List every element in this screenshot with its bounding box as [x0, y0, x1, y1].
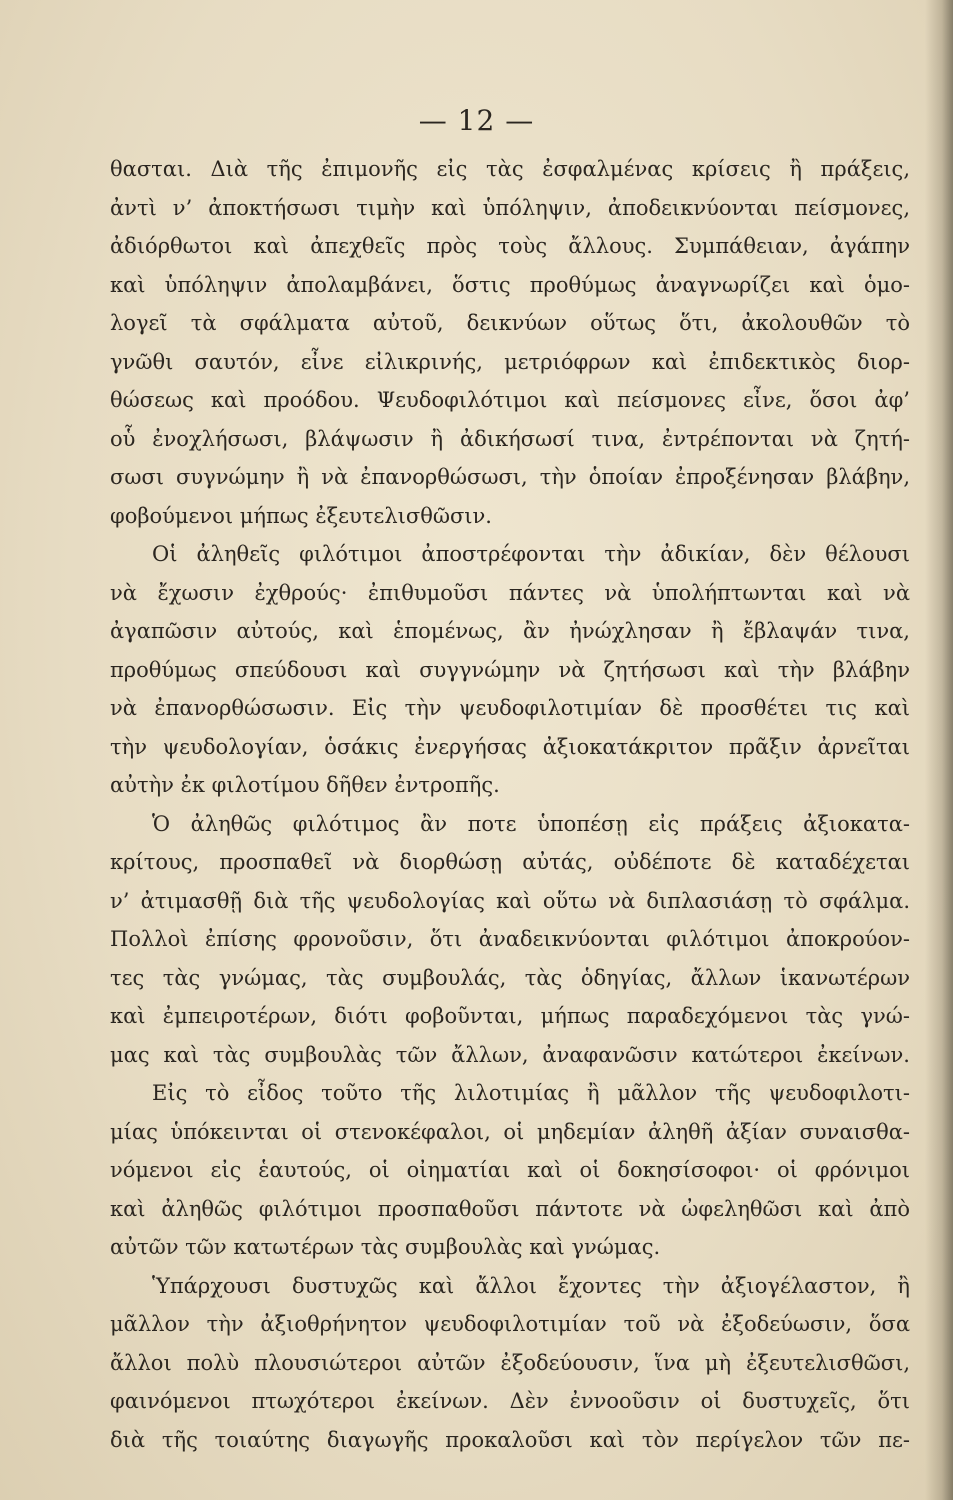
text-line: λογεῖ τὰ σφάλματα αὐτοῦ, δεικνύων οὕτως ὅτι, ἀκολουθῶν τὸ: [110, 311, 910, 335]
text-line: αὐτὴν ἐκ φιλοτίμου δῆθεν ἐντροπῆς.: [110, 773, 500, 797]
text-line: Εἰς τὸ εἶδος τοῦτο τῆς λιλοτιμίας ἢ μᾶλλον τῆς ψευδοφιλοτι-: [152, 1081, 910, 1105]
text-line: τες τὰς γνώμας, τὰς συμβουλάς, τὰς ὁδηγίας, ἄλλων ἱκανωτέρων: [110, 965, 910, 990]
text-line: προθύμως σπεύδουσι καὶ συγγνώμην νὰ ζητήσωσι καὶ τὴν βλάβην: [110, 657, 910, 682]
text-line: ἀγαπῶσιν αὐτούς, καὶ ἑπομένως, ἂν ἠνώχλησαν ἢ ἔβλαψάν τινα,: [110, 619, 910, 643]
text-line: μας καὶ τὰς συμβουλὰς τῶν ἄλλων, ἀναφανῶσιν κατώτεροι ἐκείνων.: [110, 1042, 910, 1067]
text-line: τὴν ψευδολογίαν, ὁσάκις ἐνεργήσας ἀξιοκατάκριτον πρᾶξιν ἀρνεῖται: [110, 734, 910, 759]
text-line: οὗ ἐνοχλήσωσι, βλάψωσιν ἢ ἀδικήσωσί τινα, ἐντρέπονται νὰ ζητή-: [110, 426, 910, 451]
text-line: καὶ ὑπόληψιν ἀπολαμβάνει, ὅστις προθύμως ἀναγνωρίζει καὶ ὁμο-: [110, 272, 910, 297]
text-line: ἀντὶ ν’ ἀποκτήσωσι τιμὴν καὶ ὑπόληψιν, ἀποδεικνύονται πείσμονες,: [110, 195, 910, 220]
text-line: αὐτῶν τῶν κατωτέρων τὰς συμβουλὰς καὶ γνώμας.: [110, 1235, 661, 1259]
text-line: μᾶλλον τὴν ἀξιοθρήνητον ψευδοφιλοτιμίαν τοῦ νὰ ἐξοδεύωσιν, ὅσα: [110, 1312, 910, 1336]
text-line: Οἱ ἀληθεῖς φιλότιμοι ἀποστρέφονται τὴν ἀδικίαν, δὲν θέλουσι: [152, 542, 910, 566]
page-number: — 12 —: [418, 104, 535, 137]
text-line: θώσεως καὶ προόδου. Ψευδοφιλότιμοι καὶ πείσμονες εἶνε, ὅσοι ἀφ’: [110, 388, 910, 412]
text-line: ν’ ἀτιμασθῇ διὰ τῆς ψευδολογίας καὶ οὕτω νὰ διπλασιάσῃ τὸ σφάλμα.: [110, 888, 910, 913]
text-line: Ὁ ἀληθῶς φιλότιμος ἂν ποτε ὑποπέσῃ εἰς πράξεις ἀξιοκατα-: [152, 811, 910, 836]
text-line: θασται. Διὰ τῆς ἐπιμονῆς εἰς τὰς ἐσφαλμένας κρίσεις ἢ πράξεις,: [110, 157, 910, 181]
text-line: ἀδιόρθωτοι καὶ ἀπεχθεῖς πρὸς τοὺς ἄλλους. Συμπάθειαν, ἀγάπην: [110, 234, 910, 258]
text-line: ἄλλοι πολὺ πλουσιώτεροι αὐτῶν ἐξοδεύουσιν, ἵνα μὴ ἐξευτελισθῶσι,: [110, 1350, 910, 1375]
text-line: νὰ ἔχωσιν ἐχθρούς· ἐπιθυμοῦσι πάντες νὰ ὑπολήπτωνται καὶ νὰ: [110, 580, 910, 605]
page-edge-shadow: [925, 0, 953, 1500]
text-line: σωσι συγνώμην ἢ νὰ ἐπανορθώσωσι, τὴν ὁποίαν ἐπροξένησαν βλάβην,: [110, 465, 910, 489]
text-line: φαινόμενοι πτωχότεροι ἐκείνων. Δὲν ἐννοοῦσιν οἱ δυστυχεῖς, ὅτι: [110, 1389, 910, 1413]
text-line: Ὑπάρχουσι δυστυχῶς καὶ ἄλλοι ἔχοντες τὴν ἀξιογέλαστον, ἢ: [152, 1273, 910, 1298]
text-line: κρίτους, προσπαθεῖ νὰ διορθώσῃ αὐτάς, οὐδέποτε δὲ καταδέχεται: [110, 850, 910, 874]
text-line: καὶ ἐμπειροτέρων, διότι φοβοῦνται, μήπως παραδεχόμενοι τὰς γνώ-: [110, 1004, 910, 1028]
text-line: φοβούμενοι μήπως ἐξευτελισθῶσιν.: [110, 503, 492, 528]
text-line: καὶ ἀληθῶς φιλότιμοι προσπαθοῦσι πάντοτε νὰ ὠφεληθῶσι καὶ ἀπὸ: [110, 1196, 910, 1221]
body-text: [110, 150, 910, 1459]
text-line: νόμενοι εἰς ἑαυτούς, οἱ οἰηματίαι καὶ οἱ δοκησίσοφοι· οἱ φρόνιμοι: [110, 1158, 910, 1182]
text-line: μίας ὑπόκεινται οἱ στενοκέφαλοι, οἱ μηδεμίαν ἀληθῆ ἀξίαν συναισθα-: [110, 1119, 910, 1144]
text-line: διὰ τῆς τοιαύτης διαγωγῆς προκαλοῦσι καὶ τὸν περίγελον τῶν πε-: [110, 1427, 910, 1452]
text-line: νὰ ἐπανορθώσωσιν. Εἰς τὴν ψευδοφιλοτιμίαν δὲ προσθέτει τις καὶ: [110, 696, 910, 720]
text-line: γνῶθι σαυτόν, εἶνε εἰλικρινής, μετριόφρων καὶ ἐπιδεκτικὸς διορ-: [110, 349, 910, 374]
text-line: Πολλοὶ ἐπίσης φρονοῦσιν, ὅτι ἀναδεικνύονται φιλότιμοι ἀποκρούον-: [110, 927, 910, 951]
